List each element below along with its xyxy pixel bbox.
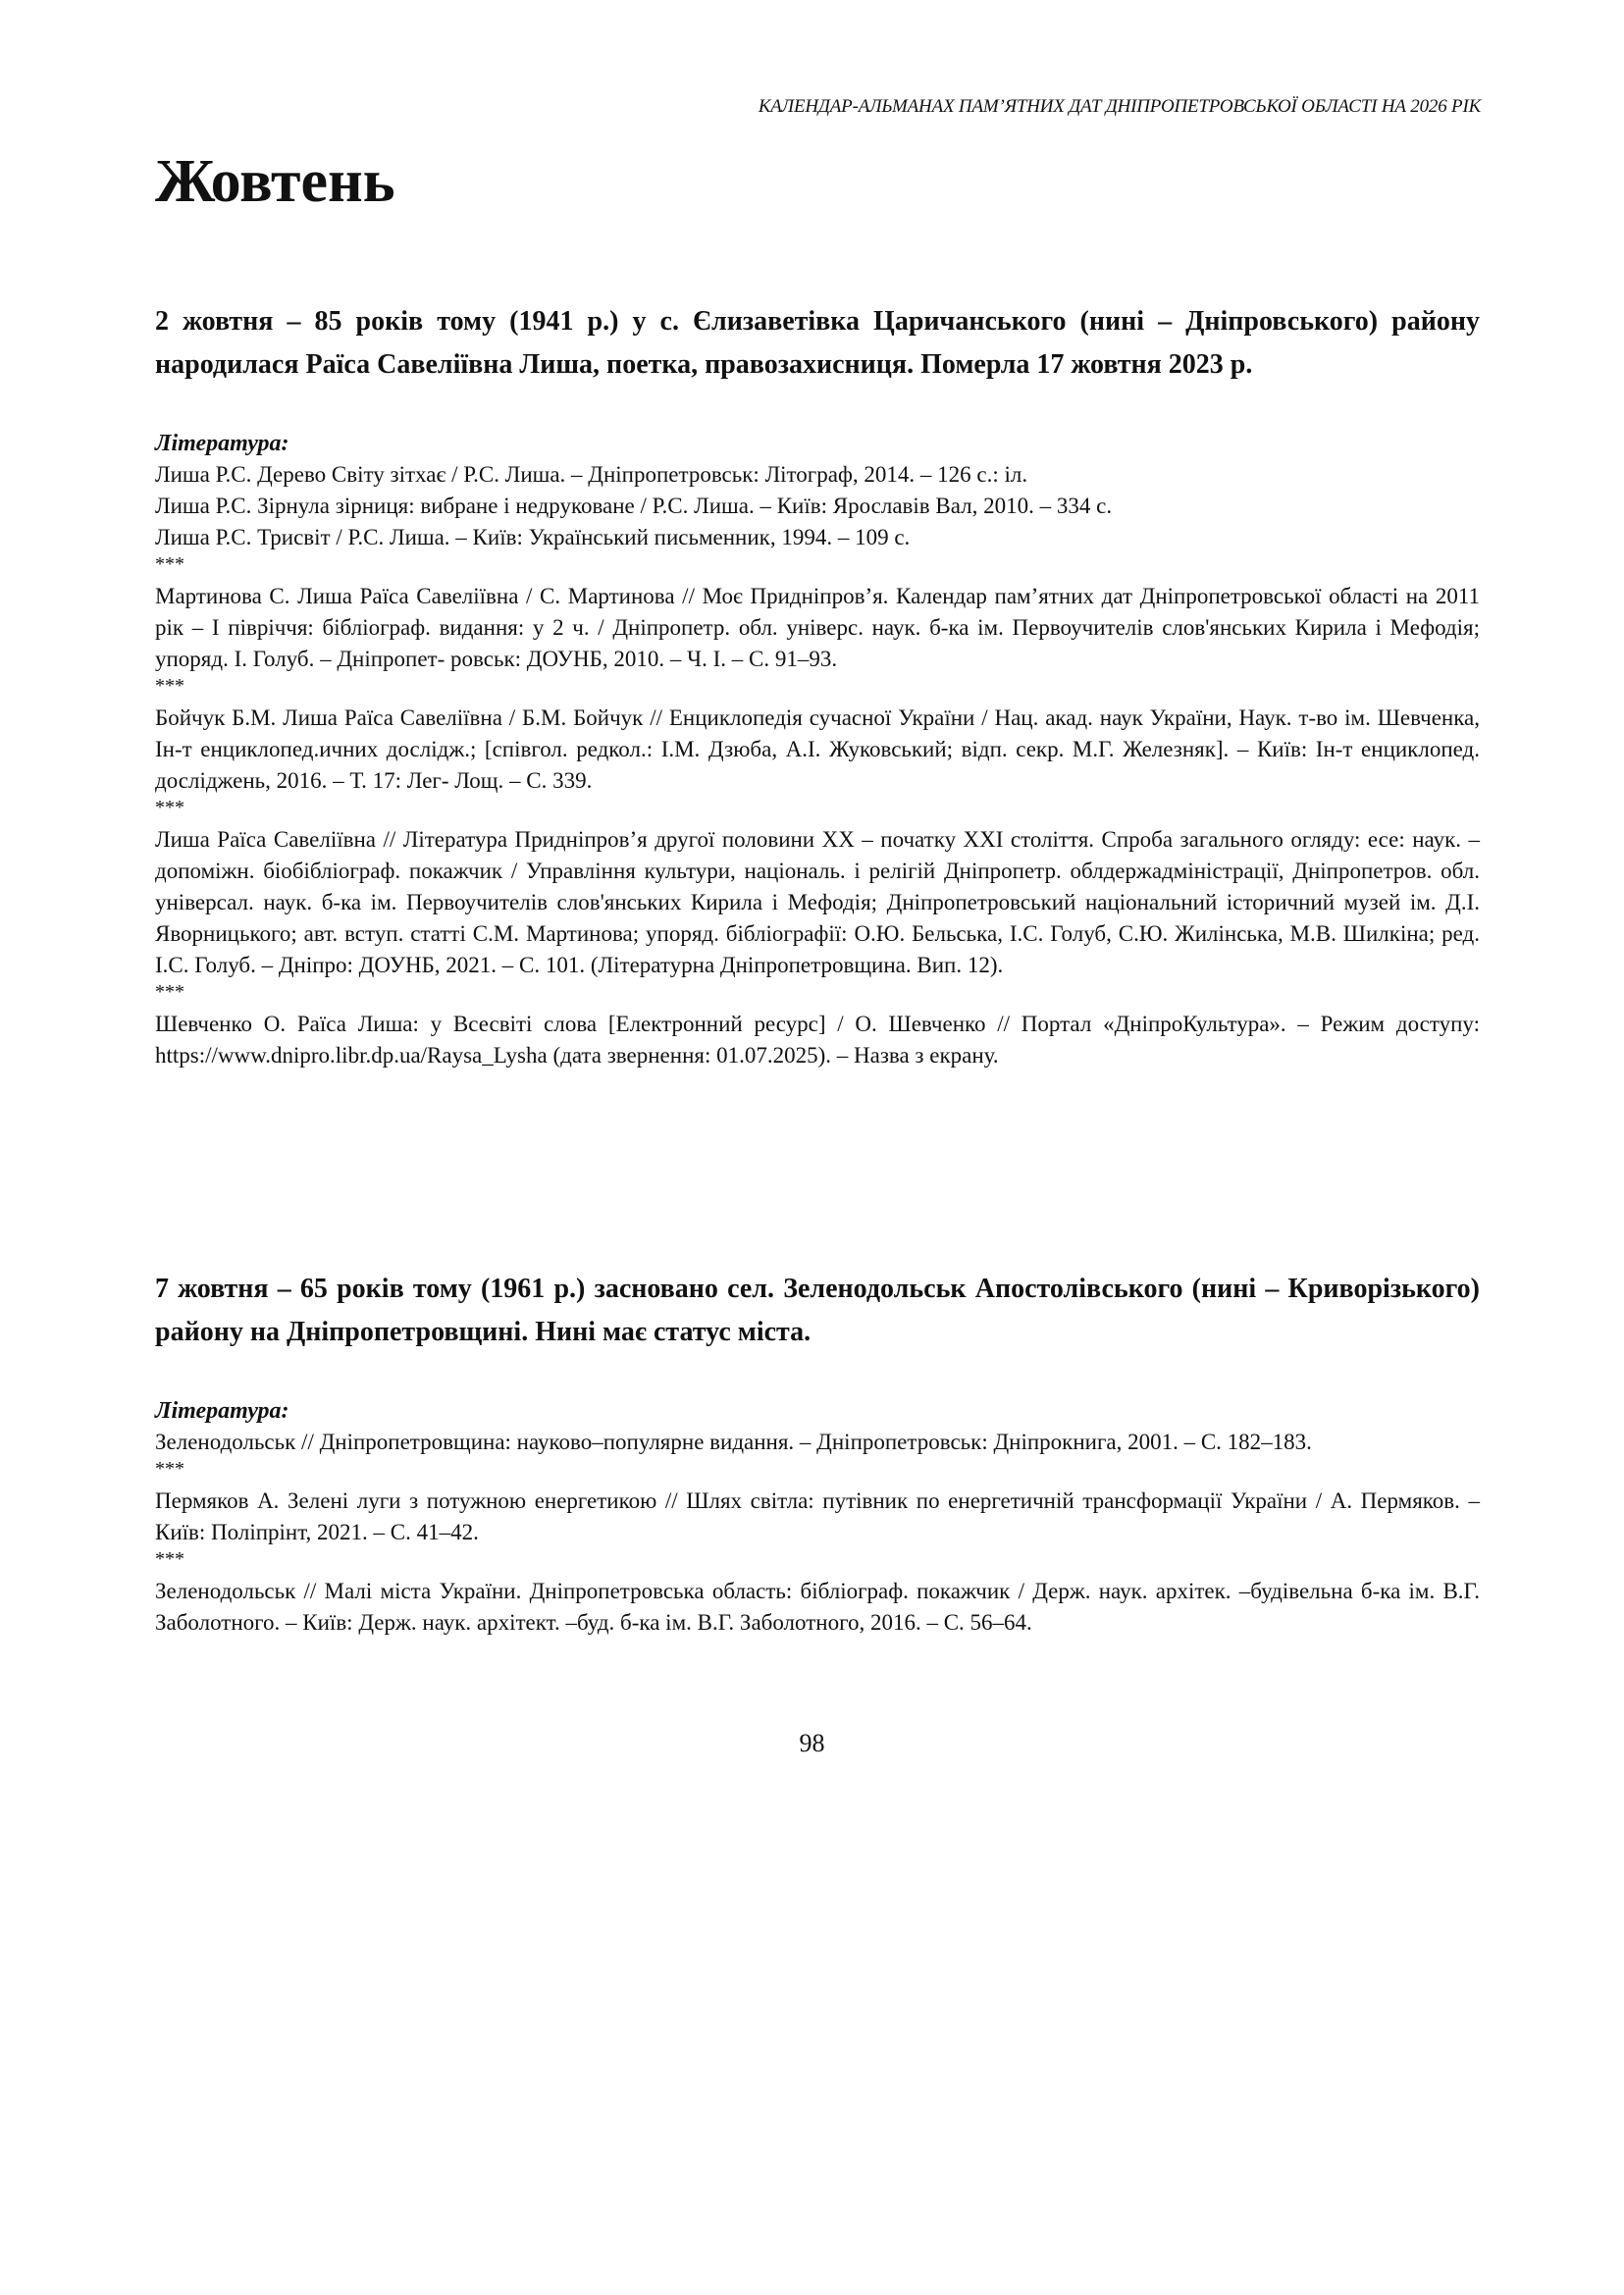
literature-label: Література: (155, 1398, 289, 1424)
bibliography-entry: Зеленодольськ // Дніпропетровщина: науково–популярне видання. – Дніпропетровськ: Дніпрокнига, 2001. – С. 182–183. (155, 1430, 1312, 1454)
separator-stars: *** (155, 981, 184, 1003)
bibliography-entry: Мартинова С. Лиша Раїса Савеліївна / С. Мартинова // Моє Придніпров’я. Календар пам’ятних дат Дніпропетровської області на 2011 рік – І півріччя: бібліограф. видання: у 2 ч. / Дніпропетр. обл. універс. наук. б-ка ім. Первоучителів слов'янських Кирила і Мефодія; упоряд. І. Голуб. – Дніпропет- ровськ: ДОУНБ, 2010. – Ч. І. – С. 91–93. (155, 584, 1480, 671)
bibliography-entry: Лиша Раїса Савеліївна // Література Придніпров’я другої половини ХХ – початку ХХІ століття. Спроба загального огляду: есе: наук. –допоміжн. біобібліограф. покажчик / Управління культури, національ. і релігій Дніпропетр. облдержадміністрації, Дніпропетров. обл. універсал. наук. б-ка ім. Первоучителів слов'янських Кирила і Мефодія; Дніпропетровський національний історичний музей ім. Д.І. Яворницького; авт. вступ. статті С.М. Мартинова; упоряд. бібліографії: О.Ю. Бельська, І.С. Голуб, С.Ю. Жилінська, М.В. Шилкіна; ред. І.С. Голуб. – Дніпро: ДОУНБ, 2021. – С. 101. (Літературна Дніпропетровщина. Вип. 12). (155, 827, 1480, 977)
separator-stars: *** (155, 553, 184, 575)
separator-stars: *** (155, 1458, 184, 1480)
literature-list (155, 459, 1480, 1071)
separator-stars: *** (155, 1548, 184, 1570)
running-header: КАЛЕНДАР-АЛЬМАНАХ ПАМ’ЯТНИХ ДАТ ДНІПРОПЕТРОВСЬКОЇ ОБЛАСТІ НА 2026 РІК (758, 96, 1481, 117)
bibliography-entry: Лиша Р.С. Дерево Світу зітхає / Р.С. Лиша. – Дніпропетровськ: Літограф, 2014. – 126 с.: іл. (155, 462, 1028, 487)
section-2 (155, 1268, 1480, 1639)
bibliography-entry: Лиша Р.С. Зірнула зірниця: вибране і недруковане / Р.С. Лиша. – Київ: Ярославів Вал, 2010. – 334 с. (155, 494, 1113, 518)
bibliography-entry: Лиша Р.С. Трисвіт / Р.С. Лиша. – Київ: Український письменник, 1994. – 109 с. (155, 525, 911, 549)
page-number: 98 (799, 1729, 825, 1757)
event-description: 7 жовтня – 65 років тому (1961 р.) засновано сел. Зеленодольськ Апостолівського (нині – Криворізького) району на Дніпропетровщині. Нині має статус міста. (155, 1274, 1480, 1347)
bibliography-entry: Зеленодольськ // Малі міста України. Дніпропетровська область: бібліограф. покажчик / Держ. наук. архітек. –будівельна б-ка ім. В.Г. Заболотного. – Київ: Держ. наук. архітект. –буд. б-ка ім. В.Г. Заболотного, 2016. – С. 56–64. (155, 1579, 1480, 1635)
literature-label: Література: (155, 431, 289, 456)
separator-stars: *** (155, 797, 184, 818)
bibliography-entry: Пермяков А. Зелені луги з потужною енергетикою // Шлях світла: путівник по енергетичній трансформації України / А. Пермяков. – Київ: Поліпрінт, 2021. – С. 41–42. (155, 1488, 1480, 1544)
separator-stars: *** (155, 675, 184, 697)
literature-list (155, 1427, 1480, 1639)
bibliography-entry: Шевченко О. Раїса Лиша: у Всесвіті слова [Електронний ресурс] / О. Шевченко // Портал «ДніпроКультура». – Режим доступу: https://www.dnipro.libr.dp.ua/Raysa_Lysha (дата звернення: 01.07.2025). – Назва з екрану. (155, 1012, 1480, 1068)
page-title: Жовтень (155, 148, 395, 215)
section-1 (155, 300, 1480, 1071)
event-description: 2 жовтня – 85 років тому (1941 р.) у с. Єлизаветівка Царичанського (нині – Дніпровського) району народилася Раїса Савеліївна Лиша, поетка, правозахисниця. Померла 17 жовтня 2023 р. (155, 306, 1480, 380)
bibliography-entry: Бойчук Б.М. Лиша Раїса Савеліївна / Б.М. Бойчук // Енциклопедія сучасної України / Нац. акад. наук України, Наук. т-во ім. Шевченка, Ін-т енциклопед.ичних дослідж.; [співгол. редкол.: І.М. Дзюба, А.І. Жуковський; відп. секр. М.Г. Железняк]. – Київ: Ін-т енциклопед. досліджень, 2016. – Т. 17: Лег- Лощ. – С. 339. (155, 705, 1480, 793)
